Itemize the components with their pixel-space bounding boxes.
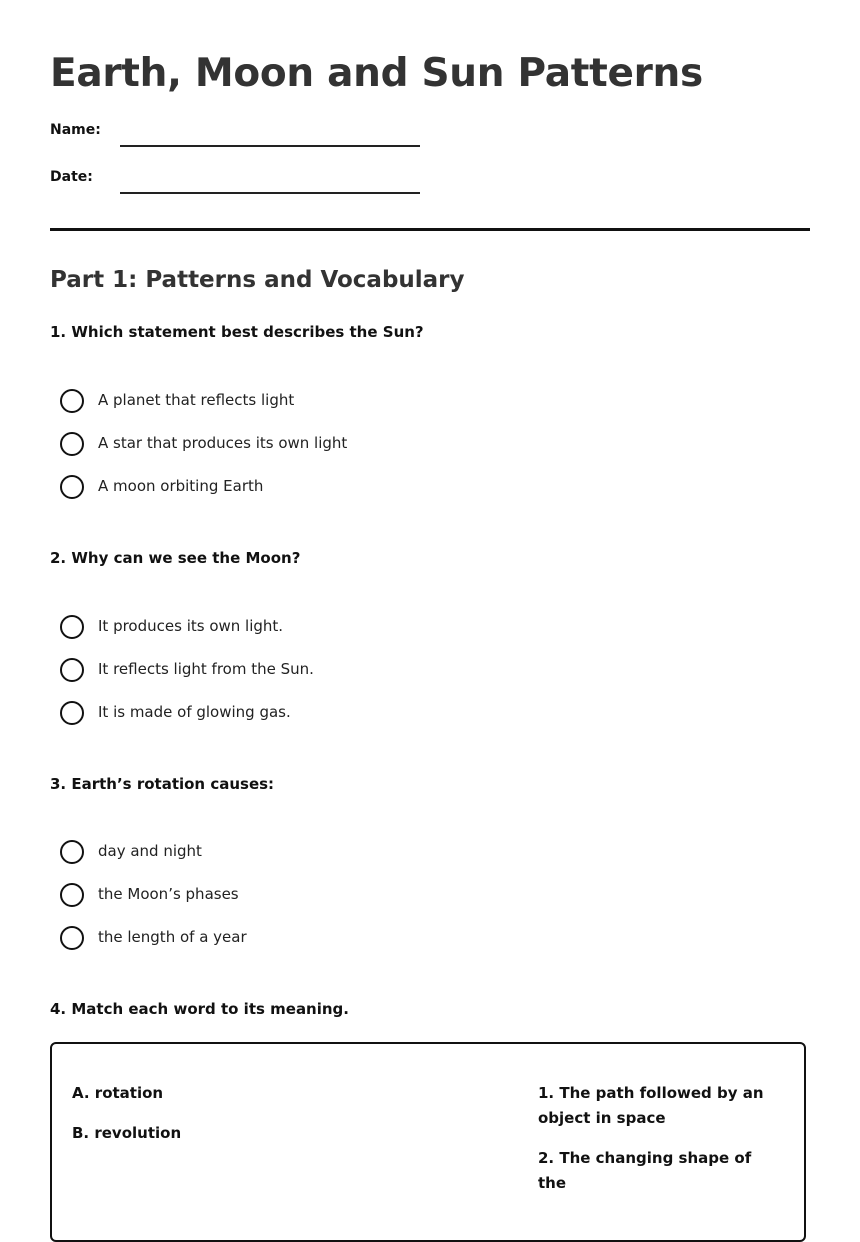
q1-option-1[interactable] (60, 388, 560, 414)
radio-button[interactable] (60, 926, 84, 950)
section-title: Part 1: Patterns and Vocabulary (50, 267, 465, 293)
question-4: 4. Match each word to its meaning. (50, 1000, 349, 1018)
match-word: A. rotation (72, 1084, 164, 1102)
q1-option-3[interactable] (60, 474, 560, 500)
radio-button[interactable] (60, 615, 84, 639)
match-word: B. revolution (72, 1124, 182, 1142)
q2-option-2[interactable] (60, 657, 560, 683)
option-label: It is made of glowing gas. (98, 703, 291, 721)
radio-button[interactable] (60, 475, 84, 499)
question-3: 3. Earth’s rotation causes: (50, 775, 275, 793)
radio-button[interactable] (60, 840, 84, 864)
radio-button[interactable] (60, 389, 84, 413)
date-field (50, 167, 470, 197)
radio-button[interactable] (60, 701, 84, 725)
q3-option-3[interactable] (60, 925, 560, 951)
option-label: It reflects light from the Sun. (98, 660, 314, 678)
radio-button[interactable] (60, 432, 84, 456)
date-label: Date: (50, 169, 93, 185)
question-2: 2. Why can we see the Moon? (50, 549, 301, 567)
option-label: It produces its own light. (98, 617, 284, 635)
option-label: A planet that reflects light (98, 391, 295, 409)
radio-button[interactable] (60, 883, 84, 907)
name-label: Name: (50, 122, 101, 138)
matching-box (50, 1042, 806, 1242)
q3-option-2[interactable] (60, 882, 560, 908)
match-definition: 2. The changing shape of the (538, 1149, 752, 1192)
header-divider (50, 228, 810, 231)
q2-option-1[interactable] (60, 614, 560, 640)
name-field (50, 120, 470, 150)
question-1: 1. Which statement best describes the Sun? (50, 323, 424, 341)
option-label: the length of a year (98, 928, 247, 946)
option-label: the Moon’s phases (98, 885, 239, 903)
match-definition: 1. The path followed by an object in space (538, 1084, 764, 1127)
q2-option-3[interactable] (60, 700, 560, 726)
radio-button[interactable] (60, 658, 84, 682)
q1-option-2[interactable] (60, 431, 560, 457)
option-label: A moon orbiting Earth (98, 477, 264, 495)
option-label: day and night (98, 842, 202, 860)
option-label: A star that produces its own light (98, 434, 348, 452)
name-input-line[interactable] (120, 145, 420, 147)
worksheet-title: Earth, Moon and Sun Patterns (50, 51, 703, 96)
q3-option-1[interactable] (60, 839, 560, 865)
date-input-line[interactable] (120, 192, 420, 194)
